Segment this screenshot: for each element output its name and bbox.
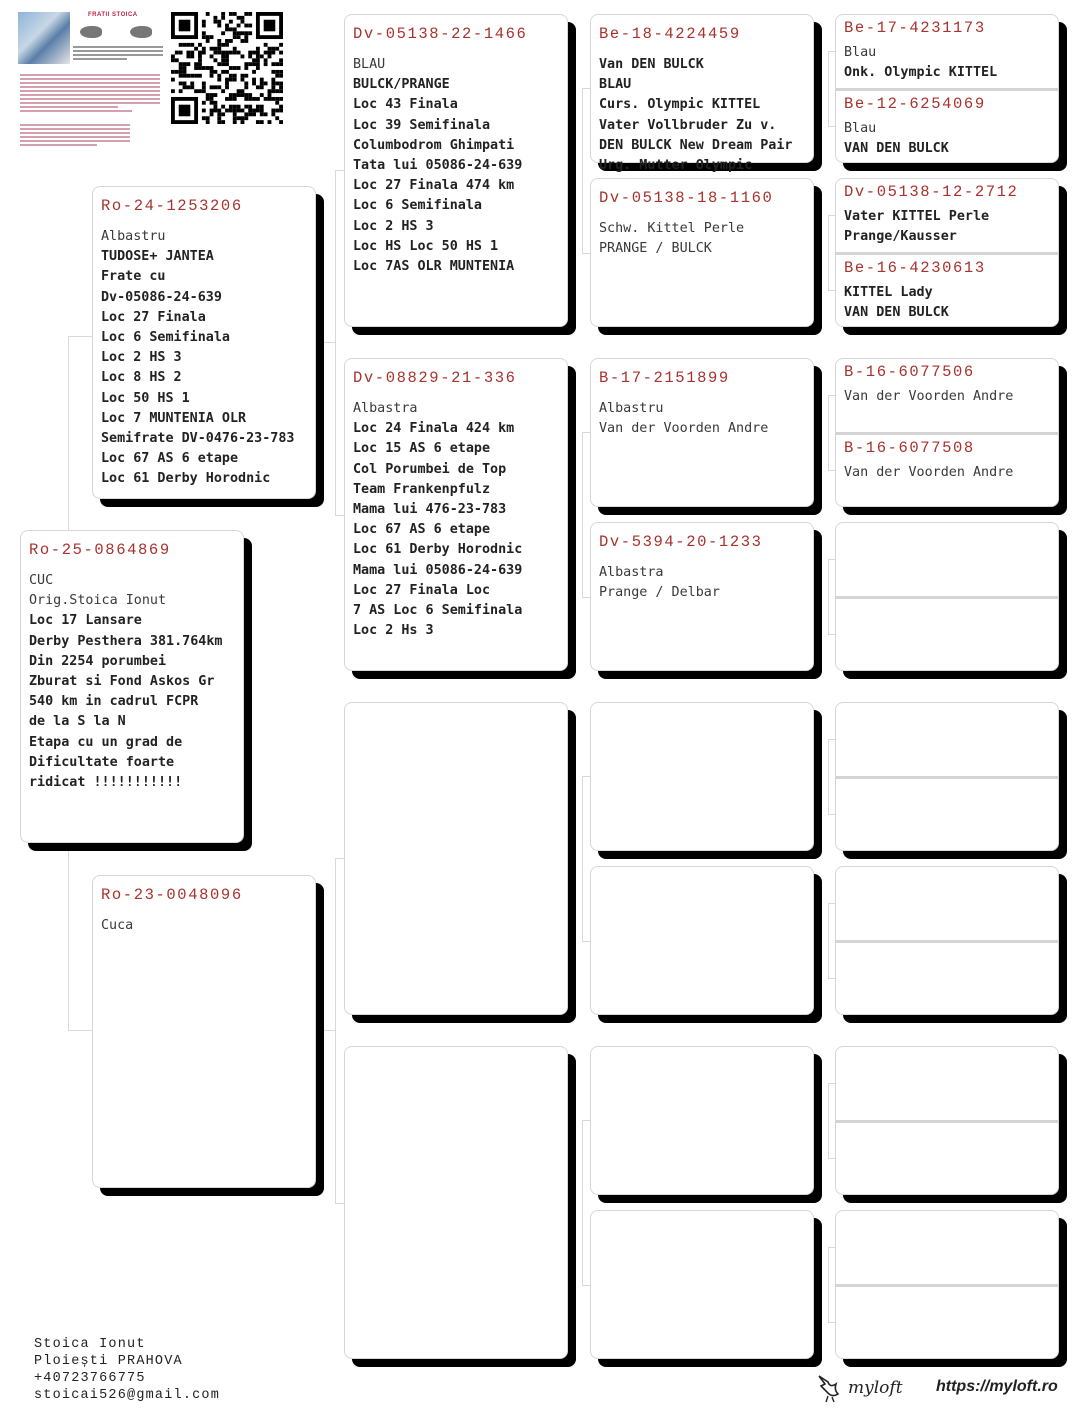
detail-line: VAN DEN BULCK bbox=[844, 141, 949, 157]
detail-line: Blau bbox=[844, 121, 877, 136]
detail-line: Loc 24 Finala 424 km bbox=[353, 421, 515, 437]
card-details bbox=[844, 43, 1050, 83]
ring-number: Dv-08829-21-336 bbox=[353, 369, 517, 387]
detail-line: Loc 6 Semifinala bbox=[353, 198, 482, 214]
detail-line: Loc 27 Finala 474 km bbox=[353, 178, 515, 194]
detail-line: de la S la N bbox=[29, 714, 126, 730]
ring-number: Be-18-4224459 bbox=[599, 25, 741, 43]
pedigree-card-gen4-empty[interactable] bbox=[590, 1046, 814, 1195]
detail-line: Dv-05086-24-639 bbox=[101, 289, 222, 305]
detail-line: Loc 27 Finala Loc bbox=[353, 582, 491, 598]
detail-line: Etapa cu un grad de bbox=[29, 734, 183, 750]
banner-text-block bbox=[73, 44, 163, 62]
detail-line: Loc 61 Derby Horodnic bbox=[101, 471, 271, 487]
detail-line: BLAU bbox=[353, 57, 386, 72]
detail-line: Mama lui 05086-24-639 bbox=[353, 562, 523, 578]
ring-number: B-17-2151899 bbox=[599, 369, 730, 387]
banner-results-list bbox=[20, 72, 160, 114]
detail-line: CUC bbox=[29, 573, 54, 588]
detail-line: Col Porumbei de Top bbox=[353, 461, 507, 477]
pedigree-card-gen4[interactable] bbox=[590, 358, 814, 507]
detail-line: Frate cu bbox=[101, 269, 166, 285]
pedigree-half-bottom[interactable] bbox=[836, 1284, 1058, 1360]
card-details bbox=[844, 119, 1050, 159]
pedigree-half-bottom[interactable] bbox=[836, 596, 1058, 672]
detail-line: Curs. Olympic KITTEL bbox=[599, 97, 761, 113]
card-details bbox=[101, 227, 307, 490]
detail-line: Loc 61 Derby Horodnic bbox=[353, 542, 523, 558]
card-details bbox=[844, 283, 1050, 323]
pedigree-card-gen3[interactable] bbox=[344, 14, 568, 327]
pedigree-half-top[interactable] bbox=[836, 523, 1058, 596]
detail-line: Van der Voorden Andre bbox=[599, 421, 769, 437]
card-details bbox=[101, 916, 307, 936]
detail-line: Urg. Mutter Olympic bbox=[599, 158, 753, 174]
detail-line: Prange/Kausser bbox=[844, 229, 957, 245]
detail-line: Loc 43 Finala bbox=[353, 97, 458, 113]
connector-line bbox=[316, 1030, 335, 1031]
detail-line: Loc 7 MUNTENIA OLR bbox=[101, 410, 247, 426]
pedigree-card-gen3[interactable] bbox=[344, 358, 568, 671]
detail-line: 7 AS Loc 6 Semifinala bbox=[353, 603, 523, 619]
connector-line bbox=[68, 336, 93, 531]
pedigree-card-gen4-empty[interactable] bbox=[590, 1210, 814, 1359]
detail-line: Loc 39 Semifinala bbox=[353, 117, 491, 133]
detail-line: Zburat si Fond Askos Gr bbox=[29, 674, 215, 690]
detail-line: KITTEL Lady bbox=[844, 285, 933, 300]
detail-line: Loc 67 AS 6 etape bbox=[353, 522, 491, 538]
ring-number: Dv-05138-18-1160 bbox=[599, 189, 774, 207]
myloft-bird-logo-icon bbox=[816, 1372, 842, 1404]
pedigree-card-gen5-empty[interactable] bbox=[835, 522, 1059, 671]
detail-line: TUDOSE+ JANTEA bbox=[101, 249, 214, 265]
pedigree-half-top[interactable] bbox=[836, 1047, 1058, 1120]
ring-number: Dv-05138-12-2712 bbox=[844, 183, 1019, 201]
connector-line bbox=[316, 342, 335, 343]
ring-number: Dv-5394-20-1233 bbox=[599, 533, 763, 551]
ring-number: Be-17-4231173 bbox=[844, 19, 986, 37]
detail-line: Mama lui 476-23-783 bbox=[353, 502, 507, 518]
pedigree-card-subject[interactable] bbox=[20, 530, 244, 843]
detail-line: Loc 7AS OLR MUNTENIA bbox=[353, 259, 515, 275]
detail-line: PRANGE / BULCK bbox=[599, 241, 712, 257]
pedigree-card-gen5-empty[interactable] bbox=[835, 1210, 1059, 1359]
detail-line: Cuca bbox=[101, 918, 134, 933]
pedigree-card-gen5[interactable] bbox=[835, 358, 1059, 507]
card-details bbox=[599, 399, 805, 439]
ring-number: Be-12-6254069 bbox=[844, 95, 986, 113]
pedigree-card-gen4-empty[interactable] bbox=[590, 866, 814, 1015]
pedigree-half-top[interactable] bbox=[836, 1211, 1058, 1284]
owner-location: Ploiești PRAHOVA bbox=[34, 1354, 183, 1369]
pedigree-half-bottom[interactable] bbox=[836, 776, 1058, 852]
detail-line: Albastru bbox=[101, 229, 166, 244]
ring-number: B-16-6077506 bbox=[844, 363, 975, 381]
detail-line: Vater Vollbruder Zu v. bbox=[599, 117, 777, 133]
detail-line: Loc 2 Hs 3 bbox=[353, 623, 434, 639]
pedigree-card-gen3-empty[interactable] bbox=[344, 702, 568, 1015]
detail-line: Albastra bbox=[353, 401, 418, 416]
detail-line: DEN BULCK New Dream Pair bbox=[599, 137, 793, 153]
detail-line: VAN DEN BULCK bbox=[844, 305, 949, 321]
owner-contact bbox=[34, 1336, 220, 1404]
brand-name: myloft bbox=[848, 1378, 903, 1398]
ring-number: Ro-24-1253206 bbox=[101, 197, 243, 215]
card-details bbox=[353, 55, 559, 277]
card-details bbox=[599, 219, 805, 259]
pedigree-half-bottom[interactable] bbox=[836, 252, 1058, 328]
detail-line: Van der Voorden Andre bbox=[844, 389, 1014, 404]
pedigree-card-gen4-empty[interactable] bbox=[590, 702, 814, 851]
pedigree-half-top[interactable] bbox=[836, 359, 1058, 432]
pedigree-half-top[interactable] bbox=[836, 703, 1058, 776]
card-details bbox=[599, 55, 805, 176]
qr-code-icon bbox=[171, 12, 283, 124]
detail-line: Dificultate foarte bbox=[29, 754, 175, 770]
pedigree-half-top[interactable] bbox=[836, 15, 1058, 88]
detail-line: Loc 2 HS 3 bbox=[353, 218, 434, 234]
owner-phone: +40723766775 bbox=[34, 1371, 146, 1386]
detail-line: Loc 67 AS 6 etape bbox=[101, 451, 239, 467]
pedigree-card-dam[interactable] bbox=[92, 875, 316, 1188]
detail-line: Team Frankenpfulz bbox=[353, 481, 491, 497]
detail-line: Semifrate DV-0476-23-783 bbox=[101, 431, 295, 447]
detail-line: Loc 17 Lansare bbox=[29, 613, 142, 629]
detail-line: 540 km in cadrul FCPR bbox=[29, 694, 199, 710]
detail-line: Loc 8 HS 2 bbox=[101, 370, 182, 386]
brand-url-link[interactable]: https://myloft.ro bbox=[936, 1378, 1058, 1395]
connector-line bbox=[68, 842, 93, 1031]
card-details bbox=[844, 207, 1050, 247]
detail-line: Albastra bbox=[599, 565, 664, 580]
banner-results-list-2 bbox=[20, 122, 130, 148]
pedigree-half-bottom[interactable] bbox=[836, 432, 1058, 508]
detail-line: Loc 2 HS 3 bbox=[101, 350, 182, 366]
pedigree-card-gen4[interactable] bbox=[590, 522, 814, 671]
pedigree-card-gen3-empty[interactable] bbox=[344, 1046, 568, 1359]
pedigree-card-gen5-empty[interactable] bbox=[835, 702, 1059, 851]
pedigree-half-top[interactable] bbox=[836, 179, 1058, 252]
detail-line: Orig.Stoica Ionut bbox=[29, 593, 167, 609]
ring-number: B-16-6077508 bbox=[844, 439, 975, 457]
pedigree-half-top[interactable] bbox=[836, 867, 1058, 940]
detail-line: Blau bbox=[844, 45, 877, 60]
pedigree-card-gen5[interactable] bbox=[835, 14, 1059, 163]
ring-number: Ro-25-0864869 bbox=[29, 541, 171, 559]
detail-line: Van DEN BULCK bbox=[599, 57, 704, 72]
detail-line: ridicat !!!!!!!!!!! bbox=[29, 775, 183, 791]
banner-title: FRATII STOICA bbox=[88, 12, 138, 18]
detail-line: BULCK/PRANGE bbox=[353, 77, 450, 93]
detail-line: Loc 27 Finala bbox=[101, 309, 206, 325]
pedigree-card-gen5-empty[interactable] bbox=[835, 866, 1059, 1015]
ring-number: Dv-05138-22-1466 bbox=[353, 25, 528, 43]
detail-line: Loc 15 AS 6 etape bbox=[353, 441, 491, 457]
detail-line: Loc HS Loc 50 HS 1 bbox=[353, 238, 499, 254]
detail-line: Columbodrom Ghimpati bbox=[353, 137, 515, 153]
myloft-brand bbox=[816, 1372, 903, 1404]
family-photo-icon bbox=[18, 12, 70, 64]
card-details bbox=[844, 387, 1050, 407]
pedigree-half-bottom[interactable] bbox=[836, 940, 1058, 1016]
detail-line: Onk. Olympic KITTEL bbox=[844, 65, 998, 81]
detail-line: Tata lui 05086-24-639 bbox=[353, 158, 523, 174]
pedigree-half-bottom[interactable] bbox=[836, 88, 1058, 164]
breeder-banner-image bbox=[18, 12, 166, 157]
pedigree-card-sire[interactable] bbox=[92, 186, 316, 499]
card-details bbox=[353, 399, 559, 641]
detail-line: BLAU bbox=[599, 77, 632, 93]
detail-line: Loc 50 HS 1 bbox=[101, 390, 190, 406]
pedigree-card-gen5-empty[interactable] bbox=[835, 1046, 1059, 1195]
ring-number: Be-16-4230613 bbox=[844, 259, 986, 277]
card-details bbox=[599, 563, 805, 603]
card-details bbox=[29, 571, 235, 793]
pedigree-card-gen4[interactable] bbox=[590, 14, 814, 174]
detail-line: Vater KITTEL Perle bbox=[844, 209, 990, 224]
pedigree-card-gen4[interactable] bbox=[590, 178, 814, 327]
pedigree-card-gen5[interactable] bbox=[835, 178, 1059, 327]
detail-line: Van der Voorden Andre bbox=[844, 465, 1014, 480]
owner-email[interactable]: stoicai526@gmail.com bbox=[34, 1388, 221, 1403]
detail-line: Din 2254 porumbei bbox=[29, 653, 167, 669]
detail-line: Albastru bbox=[599, 401, 664, 416]
pigeon-icon bbox=[80, 26, 102, 38]
pedigree-half-bottom[interactable] bbox=[836, 1120, 1058, 1196]
ring-number: Ro-23-0048096 bbox=[101, 886, 243, 904]
detail-line: Prange / Delbar bbox=[599, 585, 720, 601]
detail-line: Derby Pesthera 381.764km bbox=[29, 633, 223, 649]
detail-line: Loc 6 Semifinala bbox=[101, 330, 230, 346]
pigeon-icon bbox=[130, 26, 152, 38]
detail-line: Schw. Kittel Perle bbox=[599, 221, 745, 236]
card-details bbox=[844, 463, 1050, 483]
owner-name: Stoica Ionut bbox=[34, 1337, 146, 1352]
